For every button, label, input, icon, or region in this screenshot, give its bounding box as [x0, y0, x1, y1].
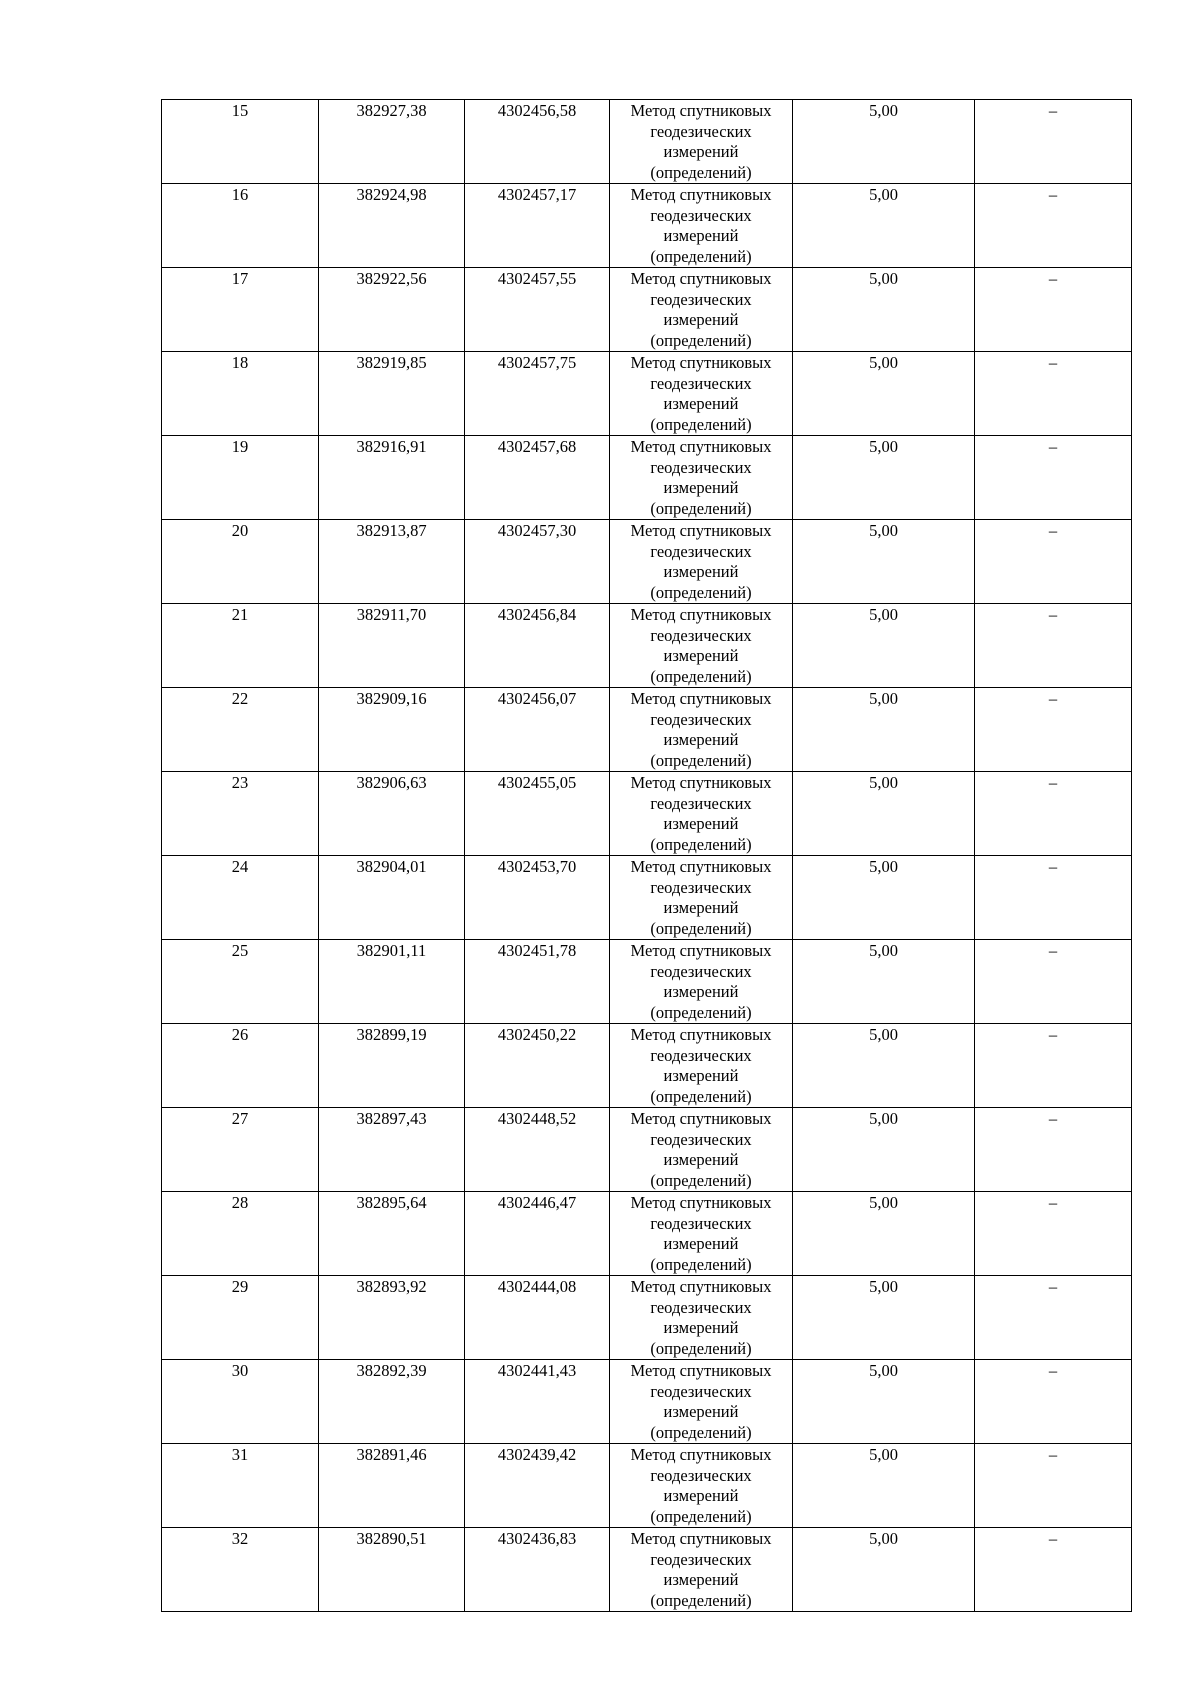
accuracy-cell [793, 856, 975, 940]
method-cell [610, 1360, 793, 1444]
y-coordinate-cell [465, 184, 610, 268]
method-text-line: геодезических [650, 625, 752, 645]
y-coordinate-value: 4302448,52 [497, 1109, 577, 1128]
method-text-line: Метод спутниковых [630, 689, 772, 708]
point-number-value: 26 [231, 1025, 249, 1044]
method-cell [610, 1108, 793, 1192]
table-row [162, 1108, 1132, 1192]
note-cell [975, 1276, 1132, 1360]
point-number-value: 17 [231, 269, 249, 288]
y-coordinate-value: 4302456,58 [497, 101, 577, 120]
y-coordinate-value: 4302450,22 [497, 1025, 577, 1044]
method-cell [610, 772, 793, 856]
accuracy-value: 5,00 [869, 1361, 898, 1380]
table-row [162, 436, 1132, 520]
x-coordinate-cell [319, 856, 465, 940]
method-cell [610, 100, 793, 184]
accuracy-value: 5,00 [869, 773, 898, 792]
note-value: – [1048, 521, 1058, 540]
accuracy-value: 5,00 [869, 605, 898, 624]
note-value: – [1048, 605, 1058, 624]
point-number-cell [162, 1108, 319, 1192]
x-coordinate-value: 382927,38 [356, 101, 427, 120]
y-coordinate-value: 4302456,07 [497, 689, 577, 708]
point-number-value: 31 [231, 1445, 249, 1464]
table-row [162, 1360, 1132, 1444]
accuracy-cell [793, 688, 975, 772]
x-coordinate-value: 382895,64 [356, 1193, 427, 1212]
y-coordinate-cell [465, 940, 610, 1024]
y-coordinate-value: 4302457,68 [497, 437, 577, 456]
method-text-line: (определений) [650, 1086, 752, 1106]
point-number-cell [162, 604, 319, 688]
method-text-line: Метод спутниковых [630, 269, 772, 288]
note-cell [975, 856, 1132, 940]
method-text-line: измерений [663, 310, 739, 329]
y-coordinate-value: 4302457,55 [497, 269, 577, 288]
point-number-cell [162, 1024, 319, 1108]
note-value: – [1048, 437, 1058, 456]
x-coordinate-value: 382890,51 [356, 1529, 427, 1548]
table-row [162, 268, 1132, 352]
point-number-cell [162, 184, 319, 268]
method-cell [610, 688, 793, 772]
point-number-cell [162, 688, 319, 772]
accuracy-cell [793, 940, 975, 1024]
method-text-line: Метод спутниковых [630, 185, 772, 204]
note-cell [975, 100, 1132, 184]
table-row [162, 1024, 1132, 1108]
accuracy-value: 5,00 [869, 185, 898, 204]
point-number-value: 22 [231, 689, 249, 708]
accuracy-cell [793, 184, 975, 268]
x-coordinate-value: 382899,19 [356, 1025, 427, 1044]
note-value: – [1048, 689, 1058, 708]
method-text-line: измерений [663, 562, 739, 581]
accuracy-cell [793, 436, 975, 520]
method-text-line: геодезических [650, 793, 752, 813]
method-text-line: измерений [663, 1318, 739, 1337]
y-coordinate-value: 4302439,42 [497, 1445, 577, 1464]
x-coordinate-cell [319, 1024, 465, 1108]
point-number-cell [162, 520, 319, 604]
note-cell [975, 520, 1132, 604]
x-coordinate-value: 382919,85 [356, 353, 427, 372]
note-value: – [1048, 1193, 1058, 1212]
accuracy-value: 5,00 [869, 1445, 898, 1464]
method-text-line: Метод спутниковых [630, 1193, 772, 1212]
method-text-line: (определений) [650, 246, 752, 266]
note-value: – [1048, 185, 1058, 204]
note-value: – [1048, 101, 1058, 120]
table-row [162, 100, 1132, 184]
note-cell [975, 940, 1132, 1024]
table-row [162, 940, 1132, 1024]
method-text-line: геодезических [650, 1465, 752, 1485]
point-number-cell [162, 100, 319, 184]
method-text-line: измерений [663, 1486, 739, 1505]
note-value: – [1048, 269, 1058, 288]
point-number-cell [162, 1528, 319, 1612]
method-text-line: геодезических [650, 373, 752, 393]
y-coordinate-cell [465, 352, 610, 436]
accuracy-value: 5,00 [869, 1277, 898, 1296]
accuracy-cell [793, 1360, 975, 1444]
x-coordinate-value: 382924,98 [356, 185, 427, 204]
x-coordinate-value: 382906,63 [356, 773, 427, 792]
y-coordinate-value: 4302436,83 [497, 1529, 577, 1548]
x-coordinate-value: 382901,11 [356, 941, 427, 960]
method-text-line: измерений [663, 982, 739, 1001]
point-number-value: 16 [231, 185, 249, 204]
accuracy-cell [793, 1192, 975, 1276]
accuracy-cell [793, 772, 975, 856]
y-coordinate-cell [465, 1024, 610, 1108]
y-coordinate-cell [465, 268, 610, 352]
accuracy-cell [793, 1528, 975, 1612]
method-text-line: Метод спутниковых [630, 941, 772, 960]
y-coordinate-cell [465, 604, 610, 688]
x-coordinate-cell [319, 1528, 465, 1612]
point-number-cell [162, 1444, 319, 1528]
x-coordinate-value: 382909,16 [356, 689, 427, 708]
method-text-line: геодезических [650, 541, 752, 561]
method-cell [610, 1528, 793, 1612]
x-coordinate-cell [319, 688, 465, 772]
method-text-line: геодезических [650, 1213, 752, 1233]
note-cell [975, 688, 1132, 772]
method-text-line: (определений) [650, 1338, 752, 1358]
point-number-value: 28 [231, 1193, 249, 1212]
note-cell [975, 268, 1132, 352]
y-coordinate-value: 4302455,05 [497, 773, 577, 792]
table-row [162, 604, 1132, 688]
method-text-line: Метод спутниковых [630, 1529, 772, 1548]
method-text-line: измерений [663, 898, 739, 917]
accuracy-cell [793, 268, 975, 352]
accuracy-cell [793, 604, 975, 688]
method-text-line: геодезических [650, 121, 752, 141]
accuracy-value: 5,00 [869, 689, 898, 708]
y-coordinate-value: 4302457,75 [497, 353, 577, 372]
table-row [162, 1528, 1132, 1612]
method-text-line: (определений) [650, 834, 752, 854]
method-text-line: Метод спутниковых [630, 521, 772, 540]
method-text-line: (определений) [650, 414, 752, 434]
note-cell [975, 604, 1132, 688]
method-text-line: (определений) [650, 666, 752, 686]
method-text-line: (определений) [650, 1254, 752, 1274]
x-coordinate-value: 382892,39 [356, 1361, 427, 1380]
method-text-line: геодезических [650, 457, 752, 477]
y-coordinate-value: 4302456,84 [497, 605, 577, 624]
point-number-value: 25 [231, 941, 249, 960]
x-coordinate-value: 382893,92 [356, 1277, 427, 1296]
method-text-line: геодезических [650, 205, 752, 225]
note-value: – [1048, 1529, 1058, 1548]
table-row [162, 520, 1132, 604]
note-value: – [1048, 1445, 1058, 1464]
method-text-line: (определений) [650, 162, 752, 182]
x-coordinate-cell [319, 1192, 465, 1276]
point-number-cell [162, 856, 319, 940]
accuracy-value: 5,00 [869, 1193, 898, 1212]
point-number-cell [162, 436, 319, 520]
method-text-line: измерений [663, 1234, 739, 1253]
y-coordinate-value: 4302451,78 [497, 941, 577, 960]
method-text-line: Метод спутниковых [630, 1109, 772, 1128]
x-coordinate-cell [319, 268, 465, 352]
y-coordinate-value: 4302457,17 [497, 185, 577, 204]
accuracy-value: 5,00 [869, 1109, 898, 1128]
method-text-line: Метод спутниковых [630, 857, 772, 876]
y-coordinate-value: 4302457,30 [497, 521, 577, 540]
accuracy-value: 5,00 [869, 857, 898, 876]
x-coordinate-value: 382891,46 [356, 1445, 427, 1464]
method-text-line: геодезических [650, 1381, 752, 1401]
method-text-line: геодезических [650, 709, 752, 729]
method-text-line: измерений [663, 1402, 739, 1421]
accuracy-cell [793, 352, 975, 436]
accuracy-cell [793, 1108, 975, 1192]
note-value: – [1048, 353, 1058, 372]
method-text-line: геодезических [650, 877, 752, 897]
note-value: – [1048, 857, 1058, 876]
method-cell [610, 352, 793, 436]
method-text-line: Метод спутниковых [630, 1361, 772, 1380]
method-text-line: измерений [663, 646, 739, 665]
point-number-value: 32 [231, 1529, 249, 1548]
method-text-line: Метод спутниковых [630, 1277, 772, 1296]
method-text-line: измерений [663, 1066, 739, 1085]
accuracy-value: 5,00 [869, 1025, 898, 1044]
method-text-line: (определений) [650, 498, 752, 518]
method-text-line: геодезических [650, 289, 752, 309]
accuracy-cell [793, 520, 975, 604]
method-text-line: (определений) [650, 582, 752, 602]
point-number-value: 21 [231, 605, 249, 624]
x-coordinate-cell [319, 1444, 465, 1528]
accuracy-cell [793, 1024, 975, 1108]
y-coordinate-cell [465, 1444, 610, 1528]
method-text-line: (определений) [650, 1506, 752, 1526]
x-coordinate-value: 382922,56 [356, 269, 427, 288]
y-coordinate-cell [465, 1108, 610, 1192]
method-text-line: измерений [663, 226, 739, 245]
y-coordinate-value: 4302444,08 [497, 1277, 577, 1296]
point-number-value: 19 [231, 437, 249, 456]
method-text-line: геодезических [650, 1045, 752, 1065]
y-coordinate-cell [465, 1360, 610, 1444]
method-text-line: Метод спутниковых [630, 1445, 772, 1464]
accuracy-value: 5,00 [869, 101, 898, 120]
table-row [162, 1444, 1132, 1528]
point-number-value: 23 [231, 773, 249, 792]
table-row [162, 1192, 1132, 1276]
y-coordinate-cell [465, 100, 610, 184]
note-cell [975, 184, 1132, 268]
method-cell [610, 1276, 793, 1360]
method-text-line: Метод спутниковых [630, 437, 772, 456]
method-text-line: Метод спутниковых [630, 101, 772, 120]
y-coordinate-cell [465, 1192, 610, 1276]
x-coordinate-cell [319, 184, 465, 268]
method-cell [610, 268, 793, 352]
method-text-line: Метод спутниковых [630, 353, 772, 372]
point-number-cell [162, 772, 319, 856]
table-row [162, 184, 1132, 268]
note-cell [975, 1528, 1132, 1612]
x-coordinate-value: 382904,01 [356, 857, 427, 876]
point-number-cell [162, 1192, 319, 1276]
table-row [162, 1276, 1132, 1360]
note-cell [975, 1108, 1132, 1192]
note-value: – [1048, 941, 1058, 960]
method-text-line: геодезических [650, 1297, 752, 1317]
method-cell [610, 1192, 793, 1276]
y-coordinate-cell [465, 1276, 610, 1360]
point-number-value: 15 [231, 101, 249, 120]
x-coordinate-cell [319, 352, 465, 436]
point-number-value: 20 [231, 521, 249, 540]
method-text-line: геодезических [650, 1549, 752, 1569]
method-cell [610, 436, 793, 520]
method-text-line: измерений [663, 814, 739, 833]
coordinates-table [161, 99, 1132, 1612]
method-text-line: геодезических [650, 961, 752, 981]
method-cell [610, 856, 793, 940]
note-cell [975, 436, 1132, 520]
x-coordinate-cell [319, 520, 465, 604]
y-coordinate-value: 4302446,47 [497, 1193, 577, 1212]
method-cell [610, 604, 793, 688]
y-coordinate-cell [465, 856, 610, 940]
table-row [162, 352, 1132, 436]
x-coordinate-value: 382916,91 [356, 437, 427, 456]
accuracy-value: 5,00 [869, 353, 898, 372]
x-coordinate-cell [319, 772, 465, 856]
note-cell [975, 772, 1132, 856]
method-text-line: Метод спутниковых [630, 1025, 772, 1044]
method-text-line: измерений [663, 1150, 739, 1169]
method-text-line: (определений) [650, 1590, 752, 1610]
accuracy-value: 5,00 [869, 941, 898, 960]
x-coordinate-cell [319, 1108, 465, 1192]
note-cell [975, 1024, 1132, 1108]
method-text-line: (определений) [650, 1422, 752, 1442]
x-coordinate-cell [319, 1360, 465, 1444]
y-coordinate-cell [465, 1528, 610, 1612]
y-coordinate-cell [465, 436, 610, 520]
note-cell [975, 352, 1132, 436]
method-text-line: (определений) [650, 1002, 752, 1022]
note-value: – [1048, 1277, 1058, 1296]
accuracy-cell [793, 100, 975, 184]
method-cell [610, 940, 793, 1024]
point-number-value: 24 [231, 857, 249, 876]
method-cell [610, 520, 793, 604]
accuracy-value: 5,00 [869, 269, 898, 288]
note-cell [975, 1360, 1132, 1444]
y-coordinate-value: 4302453,70 [497, 857, 577, 876]
note-cell [975, 1444, 1132, 1528]
note-value: – [1048, 1109, 1058, 1128]
method-cell [610, 184, 793, 268]
accuracy-value: 5,00 [869, 1529, 898, 1548]
method-text-line: измерений [663, 730, 739, 749]
accuracy-value: 5,00 [869, 437, 898, 456]
x-coordinate-cell [319, 436, 465, 520]
x-coordinate-cell [319, 1276, 465, 1360]
point-number-cell [162, 940, 319, 1024]
y-coordinate-cell [465, 520, 610, 604]
note-value: – [1048, 1361, 1058, 1380]
point-number-cell [162, 268, 319, 352]
method-text-line: измерений [663, 142, 739, 161]
method-cell [610, 1444, 793, 1528]
y-coordinate-cell [465, 772, 610, 856]
method-text-line: геодезических [650, 1129, 752, 1149]
method-text-line: (определений) [650, 918, 752, 938]
method-text-line: измерений [663, 394, 739, 413]
note-cell [975, 1192, 1132, 1276]
point-number-value: 27 [231, 1109, 249, 1128]
method-text-line: измерений [663, 1570, 739, 1589]
accuracy-cell [793, 1276, 975, 1360]
point-number-cell [162, 1276, 319, 1360]
method-text-line: (определений) [650, 750, 752, 770]
method-text-line: (определений) [650, 330, 752, 350]
point-number-value: 29 [231, 1277, 249, 1296]
note-value: – [1048, 773, 1058, 792]
accuracy-cell [793, 1444, 975, 1528]
x-coordinate-cell [319, 604, 465, 688]
method-text-line: измерений [663, 478, 739, 497]
point-number-cell [162, 1360, 319, 1444]
x-coordinate-value: 382913,87 [356, 521, 427, 540]
table-row [162, 856, 1132, 940]
x-coordinate-cell [319, 100, 465, 184]
coordinates-table-body [162, 100, 1132, 1612]
method-text-line: Метод спутниковых [630, 605, 772, 624]
y-coordinate-cell [465, 688, 610, 772]
point-number-value: 18 [231, 353, 249, 372]
point-number-cell [162, 352, 319, 436]
table-row [162, 772, 1132, 856]
y-coordinate-value: 4302441,43 [497, 1361, 577, 1380]
method-text-line: Метод спутниковых [630, 773, 772, 792]
table-row [162, 688, 1132, 772]
x-coordinate-cell [319, 940, 465, 1024]
point-number-value: 30 [231, 1361, 249, 1380]
method-text-line: (определений) [650, 1170, 752, 1190]
accuracy-value: 5,00 [869, 521, 898, 540]
x-coordinate-value: 382911,70 [356, 605, 427, 624]
note-value: – [1048, 1025, 1058, 1044]
method-cell [610, 1024, 793, 1108]
x-coordinate-value: 382897,43 [356, 1109, 427, 1128]
